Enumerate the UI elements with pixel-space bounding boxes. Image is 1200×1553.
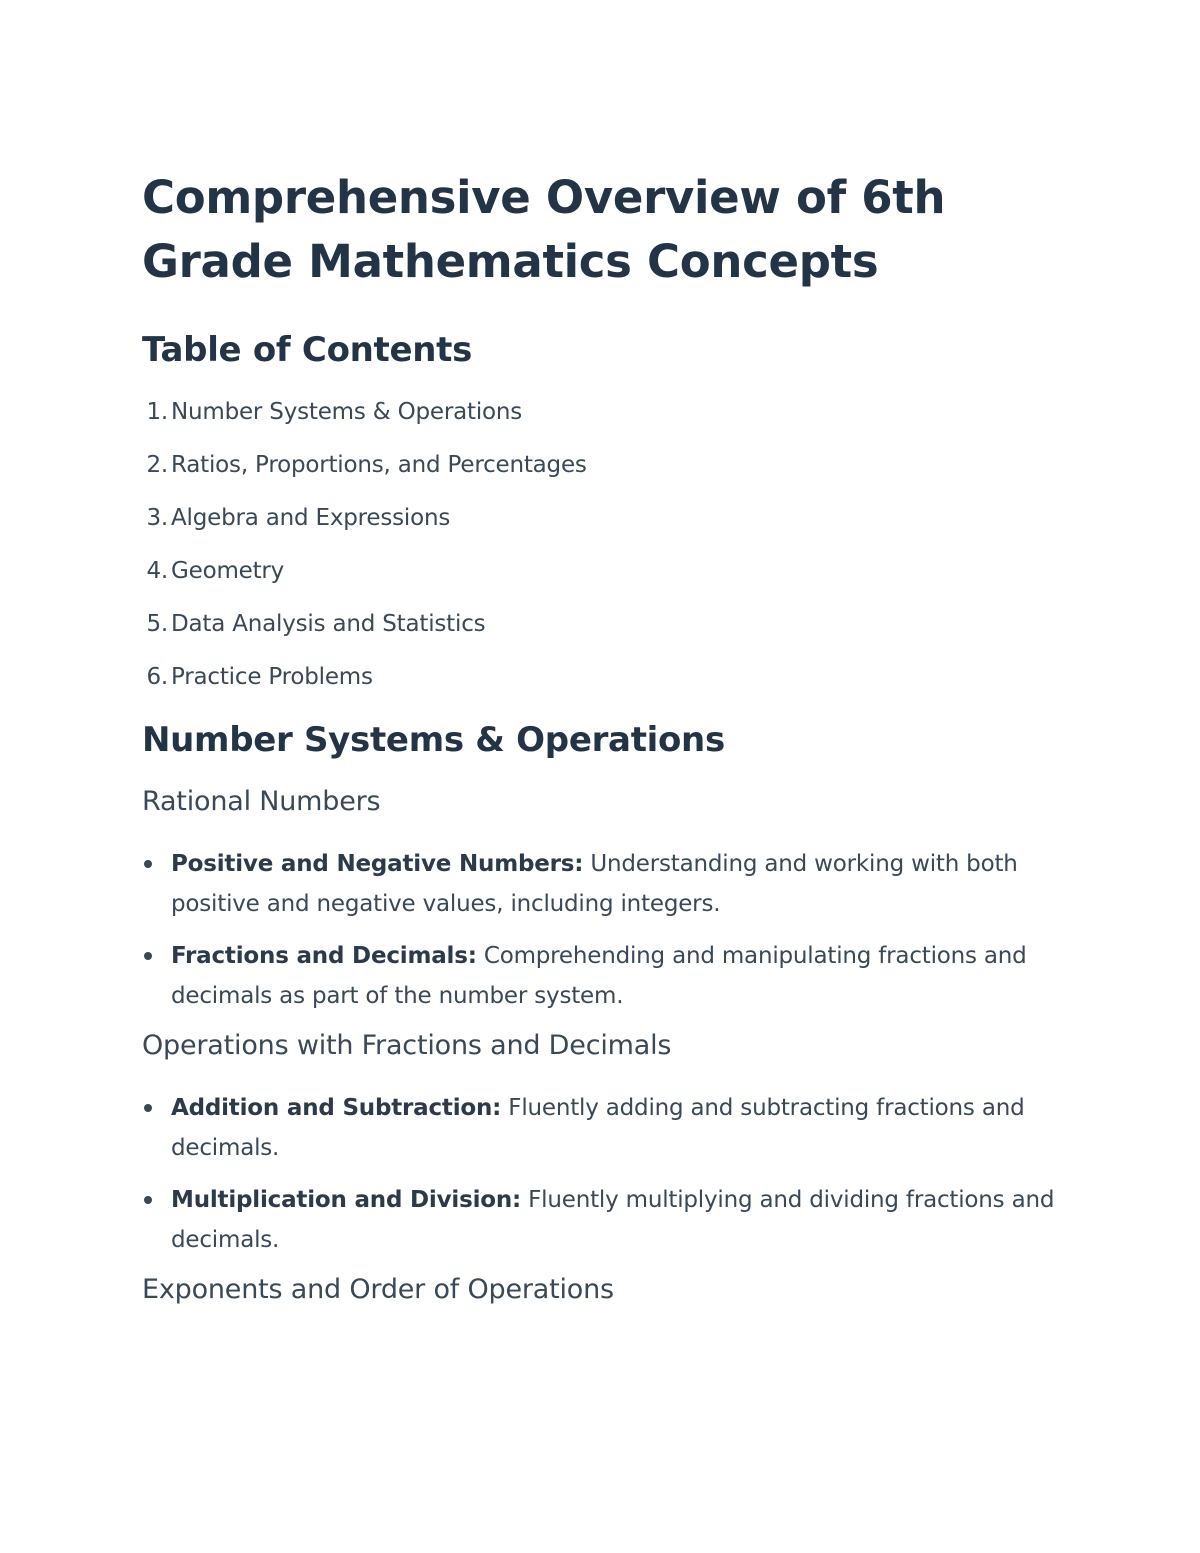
bullet-icon	[144, 952, 152, 960]
list-item	[142, 936, 1061, 1016]
toc-item-number: 5.	[146, 611, 168, 637]
toc-item-practice-problems[interactable]	[142, 661, 1072, 714]
rational-numbers-list	[142, 844, 1072, 1016]
toc-item-geometry[interactable]	[142, 555, 1072, 608]
document-page	[142, 166, 1072, 1308]
section-heading-number-systems: Number Systems & Operations	[142, 720, 725, 760]
list-item-text: Fluently adding and subtracting fractions and decimals.	[171, 1095, 1025, 1161]
toc-item-number: 6.	[146, 664, 168, 690]
list-item-text: Fluently multiplying and dividing fractions and decimals.	[171, 1187, 1055, 1253]
toc-item-label: Ratios, Proportions, and Percentages	[171, 452, 587, 478]
list-item-term: Addition and Subtraction:	[171, 1095, 502, 1121]
subheading-operations-fractions-decimals: Operations with Fractions and Decimals	[142, 1030, 672, 1061]
toc-item-label: Algebra and Expressions	[171, 505, 451, 531]
toc-item-number: 2.	[146, 452, 168, 478]
operations-list	[142, 1088, 1072, 1260]
subheading-exponents-order-of-operations: Exponents and Order of Operations	[142, 1274, 614, 1305]
toc-item-data-analysis[interactable]	[142, 608, 1072, 661]
toc-item-label: Number Systems & Operations	[171, 399, 523, 425]
list-item-term: Positive and Negative Numbers:	[171, 851, 584, 877]
list-item	[142, 1088, 1061, 1168]
document-title: Comprehensive Overview of 6th Grade Mathematics Concepts	[142, 171, 946, 288]
bullet-icon	[144, 860, 152, 868]
subheading-rational-numbers: Rational Numbers	[142, 786, 381, 817]
toc-item-label: Data Analysis and Statistics	[171, 611, 486, 637]
list-item	[142, 844, 1061, 924]
toc-item-number: 1.	[146, 399, 168, 425]
bullet-icon	[144, 1104, 152, 1112]
table-of-contents	[142, 396, 1072, 714]
toc-item-number: 3.	[146, 505, 168, 531]
list-item-text: Comprehending and manipulating fractions and decimals as part of the number system.	[171, 943, 1027, 1009]
toc-item-label: Practice Problems	[171, 664, 373, 690]
toc-heading: Table of Contents	[142, 330, 473, 370]
toc-item-ratios[interactable]	[142, 449, 1072, 502]
toc-item-algebra[interactable]	[142, 502, 1072, 555]
list-item-term: Multiplication and Division:	[171, 1187, 522, 1213]
list-item-text: Understanding and working with both positive and negative values, including integers.	[171, 851, 1018, 917]
toc-item-number: 4.	[146, 558, 168, 584]
list-item	[142, 1180, 1061, 1260]
toc-item-number-systems[interactable]	[142, 396, 1072, 449]
toc-item-label: Geometry	[171, 558, 285, 584]
bullet-icon	[144, 1196, 152, 1204]
list-item-term: Fractions and Decimals:	[171, 943, 477, 969]
